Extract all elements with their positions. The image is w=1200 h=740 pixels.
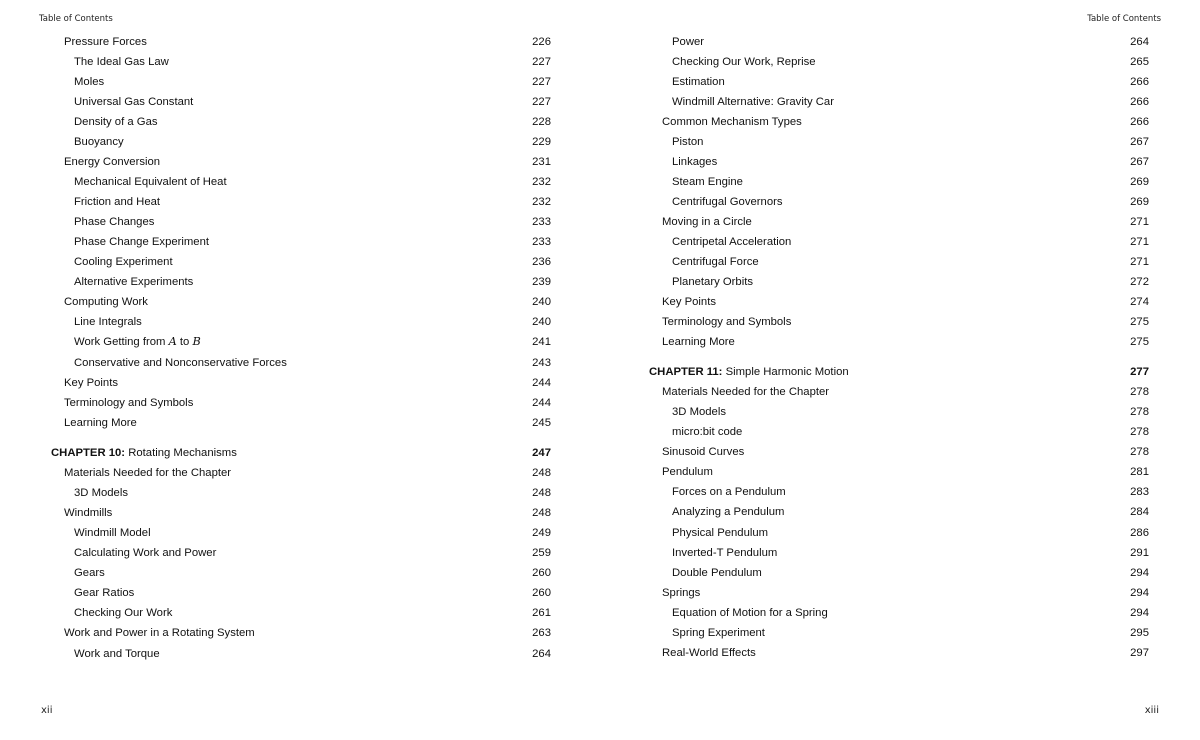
entry-page-number: 264 bbox=[532, 648, 551, 660]
toc-chapter-entry[interactable] bbox=[600, 362, 1200, 382]
entry-title: Pendulum bbox=[662, 466, 713, 478]
toc-entry[interactable] bbox=[0, 152, 600, 172]
entry-title: Real-World Effects bbox=[662, 647, 756, 659]
entry-title: Double Pendulum bbox=[672, 567, 762, 579]
entry-page-number: 227 bbox=[532, 96, 551, 108]
entry-title: Phase Change Experiment bbox=[74, 236, 210, 248]
toc-entry[interactable] bbox=[600, 52, 1200, 72]
toc-chapter-entry[interactable] bbox=[0, 443, 600, 463]
toc-entry[interactable] bbox=[0, 72, 600, 92]
entry-page-number: 269 bbox=[1130, 196, 1149, 208]
page-folio: xii bbox=[41, 705, 53, 716]
entry-page-number: 286 bbox=[1130, 527, 1149, 539]
toc-entry[interactable] bbox=[0, 413, 600, 433]
entry-page-number: 248 bbox=[532, 507, 551, 519]
entry-title: Gears bbox=[74, 567, 105, 579]
entry-page-number: 294 bbox=[1130, 587, 1149, 599]
toc-entry[interactable] bbox=[600, 72, 1200, 92]
toc-entry[interactable] bbox=[600, 543, 1200, 563]
entry-title: Moles bbox=[74, 76, 105, 88]
entry-title bbox=[51, 443, 237, 463]
entry-title: Friction and Heat bbox=[74, 196, 161, 208]
entry-page-number: 247 bbox=[532, 447, 551, 459]
toc-entry[interactable] bbox=[600, 563, 1200, 583]
entry-page-number: 267 bbox=[1130, 156, 1149, 168]
entry-page-number: 260 bbox=[532, 567, 551, 579]
entry-title: Centrifugal Force bbox=[672, 256, 759, 268]
entry-page-number: 297 bbox=[1130, 647, 1149, 659]
toc-entry[interactable] bbox=[600, 382, 1200, 402]
toc-entry[interactable] bbox=[600, 172, 1200, 192]
toc-entry[interactable] bbox=[0, 563, 600, 583]
chapter-label: CHAPTER 11: bbox=[649, 366, 723, 378]
entry-title: Energy Conversion bbox=[64, 156, 161, 168]
entry-page-number: 239 bbox=[532, 276, 551, 288]
entry-title: Conservative and Nonconservative Forces bbox=[74, 357, 287, 369]
entry-page-number: 265 bbox=[1130, 56, 1149, 68]
toc-entry[interactable] bbox=[0, 353, 600, 373]
toc-entry[interactable] bbox=[0, 393, 600, 413]
toc-entry[interactable] bbox=[600, 32, 1200, 52]
toc-entry[interactable] bbox=[600, 92, 1200, 112]
entry-title: Planetary Orbits bbox=[672, 276, 753, 288]
entry-title: Windmill Model bbox=[74, 527, 151, 539]
entry-title: Gear Ratios bbox=[74, 587, 135, 599]
entry-page-number: 248 bbox=[532, 467, 551, 479]
toc-list bbox=[600, 0, 1200, 740]
toc-entry[interactable] bbox=[600, 272, 1200, 292]
entry-title: Sinusoid Curves bbox=[662, 446, 745, 458]
entry-title: Common Mechanism Types bbox=[662, 116, 802, 128]
toc-entry[interactable] bbox=[0, 373, 600, 393]
entry-title bbox=[649, 362, 849, 382]
entry-page-number: 259 bbox=[532, 547, 551, 559]
toc-entry[interactable] bbox=[0, 252, 600, 272]
entry-page-number: 271 bbox=[1130, 256, 1149, 268]
toc-entry[interactable] bbox=[0, 503, 600, 523]
entry-title: Terminology and Symbols bbox=[662, 316, 792, 328]
toc-entry[interactable] bbox=[0, 543, 600, 563]
toc-entry[interactable] bbox=[600, 292, 1200, 312]
entry-title: Computing Work bbox=[64, 296, 148, 308]
entry-title: Physical Pendulum bbox=[672, 527, 769, 539]
entry-title: Learning More bbox=[662, 336, 735, 348]
entry-title: Piston bbox=[672, 136, 704, 148]
entry-title: Universal Gas Constant bbox=[74, 96, 194, 108]
entry-page-number: 249 bbox=[532, 527, 551, 539]
entry-title: Centrifugal Governors bbox=[672, 196, 783, 208]
entry-title: Phase Changes bbox=[74, 216, 155, 228]
entry-title: 3D Models bbox=[74, 487, 128, 499]
toc-entry[interactable] bbox=[0, 272, 600, 292]
entry-title: Forces on a Pendulum bbox=[672, 486, 786, 498]
math-symbol: A bbox=[168, 335, 177, 348]
entry-page-number: 244 bbox=[532, 397, 551, 409]
toc-entry[interactable] bbox=[600, 152, 1200, 172]
chapter-title: Rotating Mechanisms bbox=[128, 447, 237, 459]
toc-entry[interactable] bbox=[600, 252, 1200, 272]
entry-page-number: 291 bbox=[1130, 547, 1149, 559]
toc-entry[interactable] bbox=[600, 462, 1200, 482]
toc-entry[interactable] bbox=[0, 112, 600, 132]
chapter-title: Simple Harmonic Motion bbox=[725, 366, 849, 378]
entry-page-number: 227 bbox=[532, 56, 551, 68]
toc-entry[interactable] bbox=[600, 502, 1200, 522]
entry-title: Linkages bbox=[672, 156, 718, 168]
entry-title: Alternative Experiments bbox=[74, 276, 194, 288]
entry-title: Calculating Work and Power bbox=[74, 547, 217, 559]
toc-entry[interactable] bbox=[0, 644, 600, 664]
toc-entry[interactable] bbox=[600, 132, 1200, 152]
entry-title: Equation of Motion for a Spring bbox=[672, 607, 828, 619]
entry-title: Density of a Gas bbox=[74, 116, 158, 128]
toc-entry[interactable] bbox=[0, 623, 600, 643]
toc-entry[interactable] bbox=[600, 312, 1200, 332]
entry-page-number: 245 bbox=[532, 417, 551, 429]
running-head: Table of Contents bbox=[39, 14, 113, 24]
entry-title: Checking Our Work, Reprise bbox=[672, 56, 816, 68]
entry-page-number: 233 bbox=[532, 216, 551, 228]
toc-entry[interactable] bbox=[600, 232, 1200, 252]
entry-page-number: 271 bbox=[1130, 216, 1149, 228]
entry-title: Spring Experiment bbox=[672, 627, 765, 639]
entry-page-number: 229 bbox=[532, 136, 551, 148]
chapter-label: CHAPTER 10: bbox=[51, 447, 126, 459]
toc-entry[interactable] bbox=[0, 212, 600, 232]
entry-title: Centripetal Acceleration bbox=[672, 236, 792, 248]
toc-entry[interactable] bbox=[600, 112, 1200, 132]
entry-page-number: 275 bbox=[1130, 336, 1149, 348]
toc-entry[interactable] bbox=[0, 483, 600, 503]
toc-entry[interactable] bbox=[600, 523, 1200, 543]
entry-page-number: 232 bbox=[532, 176, 551, 188]
entry-title: Learning More bbox=[64, 417, 137, 429]
title-text: Work Getting from bbox=[74, 336, 169, 348]
entry-title: Key Points bbox=[64, 377, 119, 389]
entry-page-number: 278 bbox=[1130, 406, 1149, 418]
toc-entry[interactable] bbox=[600, 442, 1200, 462]
entry-page-number: 266 bbox=[1130, 76, 1149, 88]
entry-page-number: 248 bbox=[532, 487, 551, 499]
entry-page-number: 278 bbox=[1130, 446, 1149, 458]
entry-page-number: 283 bbox=[1130, 486, 1149, 498]
entry-page-number: 294 bbox=[1130, 567, 1149, 579]
entry-title: Estimation bbox=[672, 76, 725, 88]
toc-entry[interactable] bbox=[600, 482, 1200, 502]
entry-title: Mechanical Equivalent of Heat bbox=[74, 176, 227, 188]
entry-title: The Ideal Gas Law bbox=[74, 56, 169, 68]
entry-page-number: 278 bbox=[1130, 386, 1149, 398]
entry-page-number: 278 bbox=[1130, 426, 1149, 438]
toc-entry[interactable] bbox=[0, 52, 600, 72]
right-page bbox=[600, 0, 1200, 740]
toc-entry[interactable] bbox=[600, 603, 1200, 623]
toc-entry[interactable] bbox=[600, 643, 1200, 663]
toc-entry[interactable] bbox=[0, 332, 600, 352]
entry-page-number: 269 bbox=[1130, 176, 1149, 188]
entry-page-number: 244 bbox=[532, 377, 551, 389]
page-folio: xiii bbox=[1144, 705, 1159, 716]
math-symbol: B bbox=[192, 335, 201, 348]
entry-title bbox=[74, 332, 201, 352]
toc-entry[interactable] bbox=[0, 583, 600, 603]
toc-entry[interactable] bbox=[600, 332, 1200, 352]
entry-page-number: 231 bbox=[532, 156, 551, 168]
entry-title: Work and Power in a Rotating System bbox=[64, 627, 255, 639]
toc-entry[interactable] bbox=[0, 232, 600, 252]
entry-page-number: 261 bbox=[532, 607, 551, 619]
toc-entry[interactable] bbox=[600, 212, 1200, 232]
entry-title: 3D Models bbox=[672, 406, 726, 418]
entry-page-number: 226 bbox=[532, 36, 551, 48]
entry-title: Checking Our Work bbox=[74, 607, 173, 619]
entry-page-number: 271 bbox=[1130, 236, 1149, 248]
entry-title: Windmills bbox=[64, 507, 113, 519]
entry-title: micro:bit code bbox=[672, 426, 743, 438]
entry-page-number: 260 bbox=[532, 587, 551, 599]
entry-page-number: 240 bbox=[532, 316, 551, 328]
title-text: to bbox=[176, 336, 193, 348]
entry-page-number: 232 bbox=[532, 196, 551, 208]
entry-title: Analyzing a Pendulum bbox=[672, 506, 785, 518]
toc-entry[interactable] bbox=[0, 132, 600, 152]
entry-title: Buoyancy bbox=[74, 136, 124, 148]
entry-page-number: 263 bbox=[532, 627, 551, 639]
entry-title: Springs bbox=[662, 587, 701, 599]
entry-page-number: 233 bbox=[532, 236, 551, 248]
entry-page-number: 236 bbox=[532, 256, 551, 268]
entry-page-number: 228 bbox=[532, 116, 551, 128]
entry-title: Line Integrals bbox=[74, 316, 142, 328]
toc-entry[interactable] bbox=[600, 623, 1200, 643]
entry-title: Terminology and Symbols bbox=[64, 397, 194, 409]
entry-page-number: 266 bbox=[1130, 116, 1149, 128]
toc-entry[interactable] bbox=[0, 192, 600, 212]
entry-page-number: 266 bbox=[1130, 96, 1149, 108]
running-head: Table of Contents bbox=[1087, 14, 1161, 24]
entry-title: Work and Torque bbox=[74, 648, 160, 660]
entry-page-number: 295 bbox=[1130, 627, 1149, 639]
toc-entry[interactable] bbox=[0, 92, 600, 112]
entry-page-number: 227 bbox=[532, 76, 551, 88]
entry-page-number: 243 bbox=[532, 357, 551, 369]
toc-entry[interactable] bbox=[0, 292, 600, 312]
toc-entry[interactable] bbox=[0, 312, 600, 332]
entry-page-number: 277 bbox=[1130, 366, 1149, 378]
toc-entry[interactable] bbox=[600, 583, 1200, 603]
entry-title: Windmill Alternative: Gravity Car bbox=[672, 96, 834, 108]
toc-entry[interactable] bbox=[0, 172, 600, 192]
entry-page-number: 294 bbox=[1130, 607, 1149, 619]
entry-title: Moving in a Circle bbox=[662, 216, 752, 228]
toc-entry[interactable] bbox=[0, 603, 600, 623]
entry-title: Inverted-T Pendulum bbox=[672, 547, 778, 559]
entry-title: Key Points bbox=[662, 296, 717, 308]
entry-page-number: 274 bbox=[1130, 296, 1149, 308]
toc-entry[interactable] bbox=[0, 32, 600, 52]
entry-page-number: 284 bbox=[1130, 506, 1149, 518]
entry-title: Cooling Experiment bbox=[74, 256, 173, 268]
entry-page-number: 272 bbox=[1130, 276, 1149, 288]
entry-page-number: 281 bbox=[1130, 466, 1149, 478]
toc-entry[interactable] bbox=[0, 463, 600, 483]
entry-page-number: 240 bbox=[532, 296, 551, 308]
entry-page-number: 264 bbox=[1130, 36, 1149, 48]
entry-title: Materials Needed for the Chapter bbox=[662, 386, 830, 398]
entry-title: Materials Needed for the Chapter bbox=[64, 467, 232, 479]
toc-entry[interactable] bbox=[600, 402, 1200, 422]
toc-entry[interactable] bbox=[600, 192, 1200, 212]
entry-page-number: 275 bbox=[1130, 316, 1149, 328]
toc-entry[interactable] bbox=[600, 422, 1200, 442]
entry-title: Power bbox=[672, 36, 705, 48]
entry-title: Pressure Forces bbox=[64, 36, 147, 48]
toc-entry[interactable] bbox=[0, 523, 600, 543]
entry-page-number: 241 bbox=[532, 336, 551, 348]
entry-title: Steam Engine bbox=[672, 176, 743, 188]
entry-page-number: 267 bbox=[1130, 136, 1149, 148]
